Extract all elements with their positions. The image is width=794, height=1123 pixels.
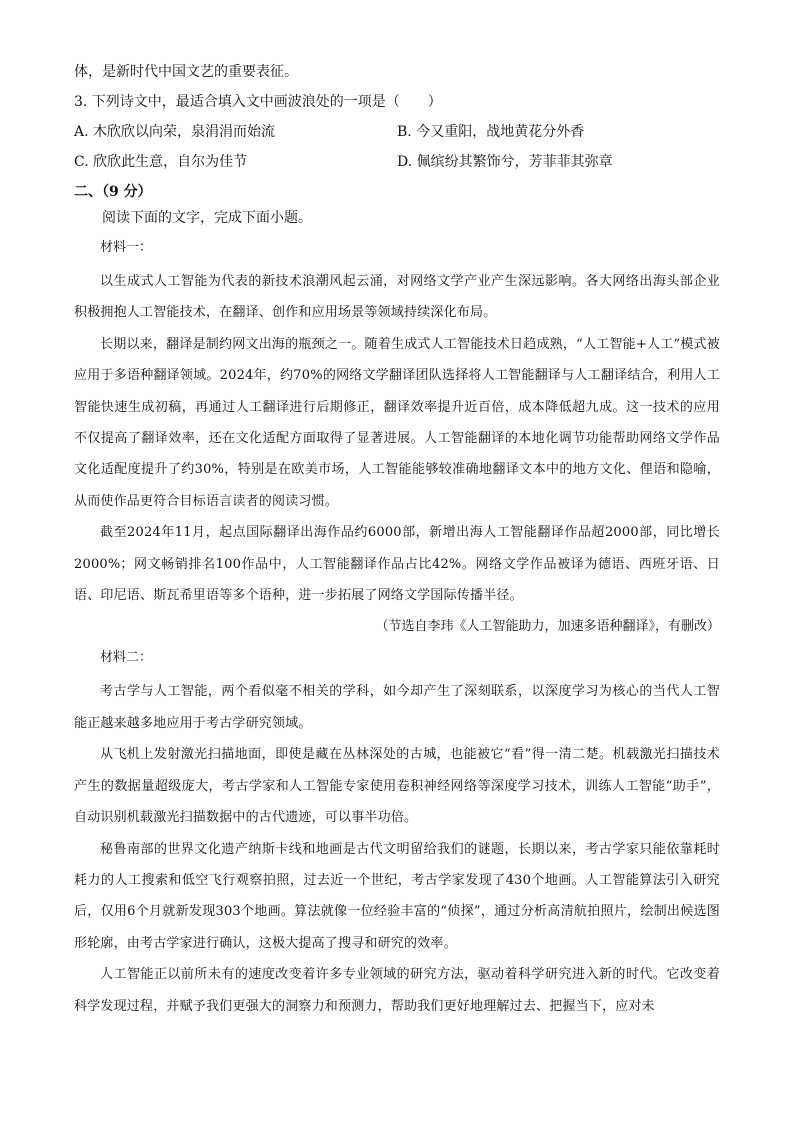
continuation-line: 体，是新时代中国文艺的重要表征。 [74,64,298,80]
material-2-paragraph: 考古学与人工智能，两个看似毫不相关的学科，如今却产生了深刻联系，以深度学习为核心的当代人工智能正越来越多地应用于考古学研究领域。 [74,684,720,731]
option-a: A. 木欣欣以向荣，泉涓涓而始流 [74,124,276,140]
material-2-paragraph: 人工智能正以前所未有的速度改变着许多专业领域的研究方法，驱动着科学研究进入新的时代。它改变着科学发现过程，并赋予我们更强大的洞察力和预测力，帮助我们更好地理解过去、把握当下，应对未 [74,967,720,1014]
options-row-2 [74,152,720,172]
instruction: 阅读下面的文字，完成下面小题。 [102,210,312,226]
option-c: C. 欣欣此生意，自尔为佳节 [74,154,248,170]
material-2-paragraph: 从飞机上发射激光扫描地面，即使是藏在丛林深处的古城，也能被它“看”得一清二楚。机载激光扫描技术产生的数据量超级庞大，考古学家和人工智能专家使用卷积神经网络等深度学习技术，训练人工智能“助手”，自动识别机载激光扫描数据中的古代遗迹，可以事半功倍。 [74,747,720,826]
question-3: 3. 下列诗文中，最适合填入文中画波浪处的一项是（ ） [74,94,442,110]
material-1-source: （节选自李玮《人工智能助力，加速多语种翻译》，有删改） [375,619,720,635]
material-1-paragraph: 长期以来，翻译是制约网文出海的瓶颈之一。随着生成式人工智能技术日趋成熟，“人工智能+人工”模式被应用于多语种翻译领域。2024年，约70%的网络文学翻译团队选择将人工智能翻译与人工翻译结合，利用人工智能快速生成初稿，再通过人工翻译进行后期修正，翻译效率提升近百倍，成本降低超九成。这一技术的应用不仅提高了翻译效率，还在文化适配方面取得了显著进展。人工智能翻译的本地化调节功能帮助网络文学作品文化适配度提升了约30%，特别是在欧美市场，人工智能能够较准确地翻译文本中的地方文化、俚语和隐喻，从而使作品更符合目标语言读者的阅读习惯。 [74,336,720,509]
option-d: D. 佩缤纷其繁饰兮，芳菲菲其弥章 [397,154,613,170]
options-row-1 [74,122,720,142]
material-1-label: 材料一： [100,240,153,255]
option-b: B. 今又重阳，战地黄花分外香 [397,124,585,140]
material-2-label: 材料二： [100,650,153,666]
section-title: 二、（9 分） [74,184,152,200]
material-1-paragraph: 截至2024年11月，起点国际翻译出海作品约6000部，新增出海人工智能翻译作品超2000部，同比增长2000%；网文畅销排名100作品中，人工智能翻译作品占比42%。网络文学作品被译为德语、西班牙语、日语、印尼语、斯瓦希里语等多个语种，进一步拓展了网络文学国际传播半径。 [74,525,720,604]
material-2-paragraph: 秘鲁南部的世界文化遗产纳斯卡线和地画是古代文明留给我们的谜题，长期以来，考古学家只能依靠耗时耗力的人工搜索和低空飞行观察拍照，过去近一个世纪，考古学家发现了430个地画。人工智能算法引入研究后，仅用6个月就新发现303个地画。算法就像一位经验丰富的“侦探”，通过分析高清航拍照片，绘制出候选图形轮廓，由考古学家进行确认，这极大提高了搜寻和研究的效率。 [74,841,720,951]
material-1-paragraph: 以生成式人工智能为代表的新技术浪潮风起云涌，对网络文学产业产生深远影响。各大网络出海头部企业积极拥抱人工智能技术，在翻译、创作和应用场景等领域持续深化布局。 [74,274,720,321]
document-page [74,62,720,1022]
